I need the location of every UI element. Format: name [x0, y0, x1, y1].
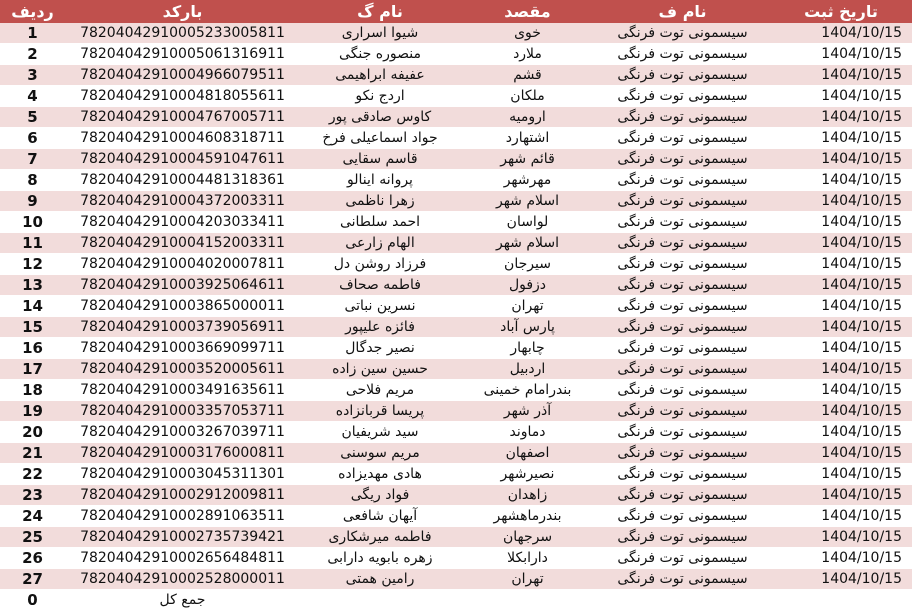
cell-recipient: منصوره جنگی: [300, 44, 460, 65]
cell-sender: سیسمونی توت فرنگی: [595, 464, 770, 485]
cell-row-number: 13: [0, 275, 65, 296]
table-row: [0, 548, 912, 569]
cell-destination: دارابکلا: [460, 548, 595, 569]
cell-recipient: فائزه علیپور: [300, 317, 460, 338]
header-row-number: ردیف: [0, 0, 65, 23]
cell-recipient: پروانه اینالو: [300, 170, 460, 191]
cell-sender: سیسمونی توت فرنگی: [595, 170, 770, 191]
cell-sender: سیسمونی توت فرنگی: [595, 65, 770, 86]
cell-row-number: 5: [0, 107, 65, 128]
cell-barcode: 78204042910002891063511: [65, 506, 300, 527]
cell-date: 1404/10/15: [770, 506, 912, 527]
table-row: [0, 380, 912, 401]
cell-barcode: 78204042910002656484811: [65, 548, 300, 569]
cell-row-number: 4: [0, 86, 65, 107]
cell-sender: سیسمونی توت فرنگی: [595, 380, 770, 401]
cell-barcode: 78204042910004818055611: [65, 86, 300, 107]
cell-barcode: 78204042910003669099711: [65, 338, 300, 359]
total-value: 0: [0, 590, 65, 611]
cell-row-number: 9: [0, 191, 65, 212]
cell-recipient: احمد سلطانی: [300, 212, 460, 233]
cell-row-number: 17: [0, 359, 65, 380]
table-row: [0, 65, 912, 86]
cell-date: 1404/10/15: [770, 233, 912, 254]
cell-destination: سیرجان: [460, 254, 595, 275]
cell-barcode: 78204042910003520005611: [65, 359, 300, 380]
cell-sender: سیسمونی توت فرنگی: [595, 86, 770, 107]
cell-destination: سرجهان: [460, 527, 595, 548]
cell-date: 1404/10/15: [770, 296, 912, 317]
cell-destination: خوی: [460, 23, 595, 44]
cell-destination: ارومیه: [460, 107, 595, 128]
cell-barcode: 78204042910004608318711: [65, 128, 300, 149]
table-row: [0, 254, 912, 275]
cell-sender: سیسمونی توت فرنگی: [595, 23, 770, 44]
cell-barcode: 78204042910002735739421: [65, 527, 300, 548]
cell-row-number: 3: [0, 65, 65, 86]
cell-sender: سیسمونی توت فرنگی: [595, 128, 770, 149]
cell-destination: ملکان: [460, 86, 595, 107]
table-row: [0, 128, 912, 149]
cell-date: 1404/10/15: [770, 107, 912, 128]
cell-destination: تهران: [460, 296, 595, 317]
cell-recipient: زهرا ناظمی: [300, 191, 460, 212]
cell-date: 1404/10/15: [770, 422, 912, 443]
cell-recipient: حسین سین زاده: [300, 359, 460, 380]
cell-recipient: قاسم سقایی: [300, 149, 460, 170]
cell-sender: سیسمونی توت فرنگی: [595, 275, 770, 296]
cell-recipient: هادی مهدیزاده: [300, 464, 460, 485]
cell-row-number: 15: [0, 317, 65, 338]
cell-destination: اسلام شهر: [460, 191, 595, 212]
cell-barcode: 78204042910003739056911: [65, 317, 300, 338]
table-row: [0, 212, 912, 233]
cell-destination: اردبیل: [460, 359, 595, 380]
cell-barcode: 78204042910004767005711: [65, 107, 300, 128]
cell-recipient: پریسا قربانزاده: [300, 401, 460, 422]
cell-barcode: 78204042910004481318361: [65, 170, 300, 191]
cell-destination: مهرشهر: [460, 170, 595, 191]
cell-recipient: اردج نکو: [300, 86, 460, 107]
cell-row-number: 16: [0, 338, 65, 359]
cell-barcode: 78204042910005061316911: [65, 44, 300, 65]
cell-date: 1404/10/15: [770, 254, 912, 275]
header-barcode: بارکد: [65, 0, 300, 23]
cell-destination: ملارد: [460, 44, 595, 65]
cell-destination: نصیرشهر: [460, 464, 595, 485]
table-row: [0, 485, 912, 506]
cell-barcode: 78204042910003267039711: [65, 422, 300, 443]
cell-sender: سیسمونی توت فرنگی: [595, 254, 770, 275]
table-row: [0, 149, 912, 170]
cell-row-number: 27: [0, 569, 65, 590]
cell-recipient: مریم فلاحی: [300, 380, 460, 401]
cell-barcode: 78204042910003176000811: [65, 443, 300, 464]
cell-sender: سیسمونی توت فرنگی: [595, 233, 770, 254]
cell-sender: سیسمونی توت فرنگی: [595, 296, 770, 317]
table-row: [0, 401, 912, 422]
cell-date: 1404/10/15: [770, 128, 912, 149]
cell-recipient: کاوس صادقی پور: [300, 107, 460, 128]
cell-date: 1404/10/15: [770, 464, 912, 485]
cell-sender: سیسمونی توت فرنگی: [595, 338, 770, 359]
cell-row-number: 18: [0, 380, 65, 401]
cell-destination: زاهدان: [460, 485, 595, 506]
cell-recipient: عفیفه ابراهیمی: [300, 65, 460, 86]
cell-recipient: فواد ریگی: [300, 485, 460, 506]
cell-barcode: 78204042910004203033411: [65, 212, 300, 233]
cell-destination: پارس آباد: [460, 317, 595, 338]
table-row: [0, 296, 912, 317]
cell-recipient: نسرین نباتی: [300, 296, 460, 317]
cell-date: 1404/10/15: [770, 65, 912, 86]
cell-row-number: 19: [0, 401, 65, 422]
cell-barcode: 78204042910003925064611: [65, 275, 300, 296]
cell-barcode: 78204042910002528000011: [65, 569, 300, 590]
cell-destination: تهران: [460, 569, 595, 590]
table-row: [0, 23, 912, 44]
cell-destination: لواسان: [460, 212, 595, 233]
cell-sender: سیسمونی توت فرنگی: [595, 506, 770, 527]
cell-barcode: 78204042910004152003311: [65, 233, 300, 254]
cell-recipient: رامین همتی: [300, 569, 460, 590]
cell-destination: آذر شهر: [460, 401, 595, 422]
cell-row-number: 10: [0, 212, 65, 233]
cell-recipient: فاطمه میرشکاری: [300, 527, 460, 548]
cell-destination: قائم شهر: [460, 149, 595, 170]
cell-barcode: 78204042910005233005811: [65, 23, 300, 44]
total-empty: [595, 590, 770, 611]
cell-recipient: مریم سوسنی: [300, 443, 460, 464]
table-row: [0, 422, 912, 443]
cell-date: 1404/10/15: [770, 23, 912, 44]
table-row: [0, 317, 912, 338]
header-destination: مقصد: [460, 0, 595, 23]
cell-barcode: 78204042910004966079511: [65, 65, 300, 86]
table-row: [0, 233, 912, 254]
cell-recipient: آیهان شافعی: [300, 506, 460, 527]
cell-destination: بندرامام خمینی: [460, 380, 595, 401]
cell-date: 1404/10/15: [770, 548, 912, 569]
cell-destination: بندرماهشهر: [460, 506, 595, 527]
cell-date: 1404/10/15: [770, 317, 912, 338]
cell-sender: سیسمونی توت فرنگی: [595, 191, 770, 212]
cell-row-number: 11: [0, 233, 65, 254]
cell-date: 1404/10/15: [770, 443, 912, 464]
cell-barcode: 78204042910004372003311: [65, 191, 300, 212]
cell-date: 1404/10/15: [770, 359, 912, 380]
cell-date: 1404/10/15: [770, 191, 912, 212]
header-row: [0, 0, 912, 23]
cell-recipient: فرزاد روشن دل: [300, 254, 460, 275]
cell-row-number: 14: [0, 296, 65, 317]
cell-recipient: الهام زارعی: [300, 233, 460, 254]
cell-date: 1404/10/15: [770, 527, 912, 548]
total-empty: [770, 590, 912, 611]
header-recipient: نام گ: [300, 0, 460, 23]
cell-barcode: 78204042910002912009811: [65, 485, 300, 506]
cell-recipient: جواد اسماعیلی فرخ: [300, 128, 460, 149]
table-row: [0, 107, 912, 128]
cell-destination: اشتهارد: [460, 128, 595, 149]
cell-row-number: 6: [0, 128, 65, 149]
cell-date: 1404/10/15: [770, 401, 912, 422]
total-empty: [460, 590, 595, 611]
cell-sender: سیسمونی توت فرنگی: [595, 422, 770, 443]
cell-row-number: 20: [0, 422, 65, 443]
cell-row-number: 1: [0, 23, 65, 44]
cell-date: 1404/10/15: [770, 170, 912, 191]
cell-row-number: 2: [0, 44, 65, 65]
cell-destination: چابهار: [460, 338, 595, 359]
cell-destination: قشم: [460, 65, 595, 86]
cell-row-number: 8: [0, 170, 65, 191]
table-row: [0, 170, 912, 191]
cell-date: 1404/10/15: [770, 569, 912, 590]
cell-destination: دزفول: [460, 275, 595, 296]
cell-barcode: 78204042910003865000011: [65, 296, 300, 317]
table-row: [0, 464, 912, 485]
cell-destination: اسلام شهر: [460, 233, 595, 254]
cell-row-number: 25: [0, 527, 65, 548]
table-row: [0, 191, 912, 212]
table-row: [0, 338, 912, 359]
cell-row-number: 12: [0, 254, 65, 275]
header-date: تاریخ ثبت: [770, 0, 912, 23]
cell-recipient: فاطمه صحاف: [300, 275, 460, 296]
total-label: جمع کل: [65, 590, 300, 611]
cell-date: 1404/10/15: [770, 380, 912, 401]
cell-recipient: زهره بابویه دارابی: [300, 548, 460, 569]
cell-sender: سیسمونی توت فرنگی: [595, 548, 770, 569]
cell-recipient: سید شریفیان: [300, 422, 460, 443]
cell-date: 1404/10/15: [770, 44, 912, 65]
cell-row-number: 21: [0, 443, 65, 464]
table-row: [0, 44, 912, 65]
table-row: [0, 275, 912, 296]
table-row: [0, 359, 912, 380]
table-row: [0, 86, 912, 107]
cell-sender: سیسمونی توت فرنگی: [595, 317, 770, 338]
cell-row-number: 7: [0, 149, 65, 170]
table-row: [0, 443, 912, 464]
total-row: [0, 590, 912, 611]
cell-sender: سیسمونی توت فرنگی: [595, 569, 770, 590]
cell-date: 1404/10/15: [770, 485, 912, 506]
cell-sender: سیسمونی توت فرنگی: [595, 401, 770, 422]
cell-destination: اصفهان: [460, 443, 595, 464]
cell-recipient: شیوا اسراری: [300, 23, 460, 44]
cell-row-number: 26: [0, 548, 65, 569]
cell-date: 1404/10/15: [770, 86, 912, 107]
cell-barcode: 78204042910003045311301: [65, 464, 300, 485]
cell-row-number: 24: [0, 506, 65, 527]
total-empty: [300, 590, 460, 611]
cell-barcode: 78204042910004591047611: [65, 149, 300, 170]
cell-date: 1404/10/15: [770, 338, 912, 359]
cell-sender: سیسمونی توت فرنگی: [595, 149, 770, 170]
cell-destination: دماوند: [460, 422, 595, 443]
cell-barcode: 78204042910004020007811: [65, 254, 300, 275]
cell-date: 1404/10/15: [770, 212, 912, 233]
cell-sender: سیسمونی توت فرنگی: [595, 485, 770, 506]
cell-sender: سیسمونی توت فرنگی: [595, 359, 770, 380]
cell-sender: سیسمونی توت فرنگی: [595, 107, 770, 128]
cell-recipient: نصیر جدگال: [300, 338, 460, 359]
cell-sender: سیسمونی توت فرنگی: [595, 212, 770, 233]
cell-sender: سیسمونی توت فرنگی: [595, 527, 770, 548]
cell-barcode: 78204042910003491635611: [65, 380, 300, 401]
cell-row-number: 22: [0, 464, 65, 485]
cell-barcode: 78204042910003357053711: [65, 401, 300, 422]
cell-sender: سیسمونی توت فرنگی: [595, 44, 770, 65]
header-sender: نام ف: [595, 0, 770, 23]
cell-date: 1404/10/15: [770, 149, 912, 170]
cell-date: 1404/10/15: [770, 275, 912, 296]
cell-sender: سیسمونی توت فرنگی: [595, 443, 770, 464]
cell-row-number: 23: [0, 485, 65, 506]
table-row: [0, 506, 912, 527]
table-row: [0, 569, 912, 590]
table-row: [0, 527, 912, 548]
